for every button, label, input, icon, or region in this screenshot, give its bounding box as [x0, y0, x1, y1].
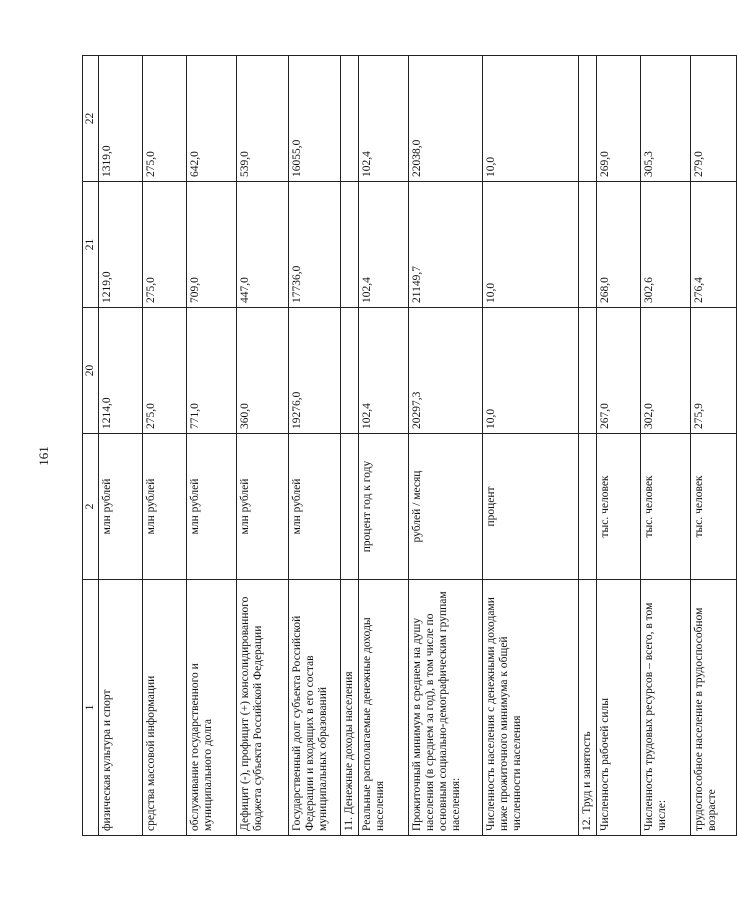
section-title: 12. Труд и занятость	[579, 580, 597, 836]
table-row	[641, 56, 691, 836]
value-cell: 771,0	[187, 308, 237, 434]
value-cell: 275,0	[143, 56, 187, 182]
value-cell: 21149,7	[409, 182, 483, 308]
value-cell: 1319,0	[99, 56, 143, 182]
row-name: обслуживание государственного и муниципального долга	[187, 580, 237, 836]
row-name: Численность рабочей силы	[597, 580, 641, 836]
value-cell: 279,0	[691, 56, 737, 182]
row-name: Дефицит (-), профицит (+) консолидированного бюджета субъекта Российской Федерации	[237, 580, 289, 836]
row-unit: млн рублей	[143, 434, 187, 580]
empty-cell	[341, 56, 359, 182]
value-cell: 1219,0	[99, 182, 143, 308]
value-cell: 302,6	[641, 182, 691, 308]
row-unit: млн рублей	[237, 434, 289, 580]
value-cell: 10,0	[483, 56, 579, 182]
row-unit: процент год к году	[359, 434, 409, 580]
empty-cell	[341, 308, 359, 434]
value-cell: 275,9	[691, 308, 737, 434]
row-unit: рублей / месяц	[409, 434, 483, 580]
empty-cell	[579, 308, 597, 434]
section-row	[341, 56, 359, 836]
value-cell: 10,0	[483, 182, 579, 308]
value-cell: 17736,0	[289, 182, 341, 308]
value-cell: 709,0	[187, 182, 237, 308]
empty-cell	[579, 434, 597, 580]
row-unit: тыс. человек	[597, 434, 641, 580]
table-row	[289, 56, 341, 836]
section-title: 11. Денежные доходы населения	[341, 580, 359, 836]
row-unit: тыс. человек	[641, 434, 691, 580]
row-name: средства массовой информации	[143, 580, 187, 836]
value-cell: 267,0	[597, 308, 641, 434]
header-row	[83, 56, 99, 836]
value-cell: 539,0	[237, 56, 289, 182]
table-row	[409, 56, 483, 836]
value-cell: 22038,0	[409, 56, 483, 182]
empty-cell	[579, 56, 597, 182]
table-row	[359, 56, 409, 836]
value-cell: 275,0	[143, 182, 187, 308]
header-cell: 1	[83, 580, 99, 836]
value-cell: 269,0	[597, 56, 641, 182]
header-cell: 20	[83, 308, 99, 434]
empty-cell	[341, 182, 359, 308]
value-cell: 10,0	[483, 308, 579, 434]
value-cell: 360,0	[237, 308, 289, 434]
value-cell: 305,3	[641, 56, 691, 182]
table-row	[99, 56, 143, 836]
header-cell: 2	[83, 434, 99, 580]
row-name: трудоспособное население в трудоспособном возрасте	[691, 580, 737, 836]
value-cell: 102,4	[359, 308, 409, 434]
value-cell: 302,0	[641, 308, 691, 434]
value-cell: 19276,0	[289, 308, 341, 434]
row-name: Численность трудовых ресурсов – всего, в том числе:	[641, 580, 691, 836]
table-row	[691, 56, 737, 836]
value-cell: 102,4	[359, 56, 409, 182]
value-cell: 268,0	[597, 182, 641, 308]
value-cell: 102,4	[359, 182, 409, 308]
table-row	[237, 56, 289, 836]
table-row	[483, 56, 579, 836]
section-row	[579, 56, 597, 836]
value-cell: 642,0	[187, 56, 237, 182]
header-cell: 21	[83, 182, 99, 308]
row-name: физическая культура и спорт	[99, 580, 143, 836]
row-unit: млн рублей	[99, 434, 143, 580]
rotated-table-container	[82, 56, 718, 836]
header-cell: 22	[83, 56, 99, 182]
empty-cell	[579, 182, 597, 308]
row-name: Прожиточный минимум в среднем на душу населения (в среднем за год), в том числе по основным социально-демографическим группам населения:	[409, 580, 483, 836]
data-table	[82, 55, 737, 836]
value-cell: 20297,3	[409, 308, 483, 434]
row-name: Численность населения с денежными доходами ниже прожиточного минимума к общей численности населения	[483, 580, 579, 836]
row-unit: тыс. человек	[691, 434, 737, 580]
value-cell: 16055,0	[289, 56, 341, 182]
row-name: Реальные располагаемые денежные доходы населения	[359, 580, 409, 836]
value-cell: 447,0	[237, 182, 289, 308]
table-row	[597, 56, 641, 836]
value-cell: 1214,0	[99, 308, 143, 434]
table-row	[187, 56, 237, 836]
table-row	[143, 56, 187, 836]
row-name: Государственный долг субъекта Российской Федерации и входящих в его состав муниципальных образований	[289, 580, 341, 836]
empty-cell	[341, 434, 359, 580]
row-unit: процент	[483, 434, 579, 580]
page-number: 161	[35, 446, 51, 466]
row-unit: млн рублей	[289, 434, 341, 580]
value-cell: 276,4	[691, 182, 737, 308]
value-cell: 275,0	[143, 308, 187, 434]
row-unit: млн рублей	[187, 434, 237, 580]
